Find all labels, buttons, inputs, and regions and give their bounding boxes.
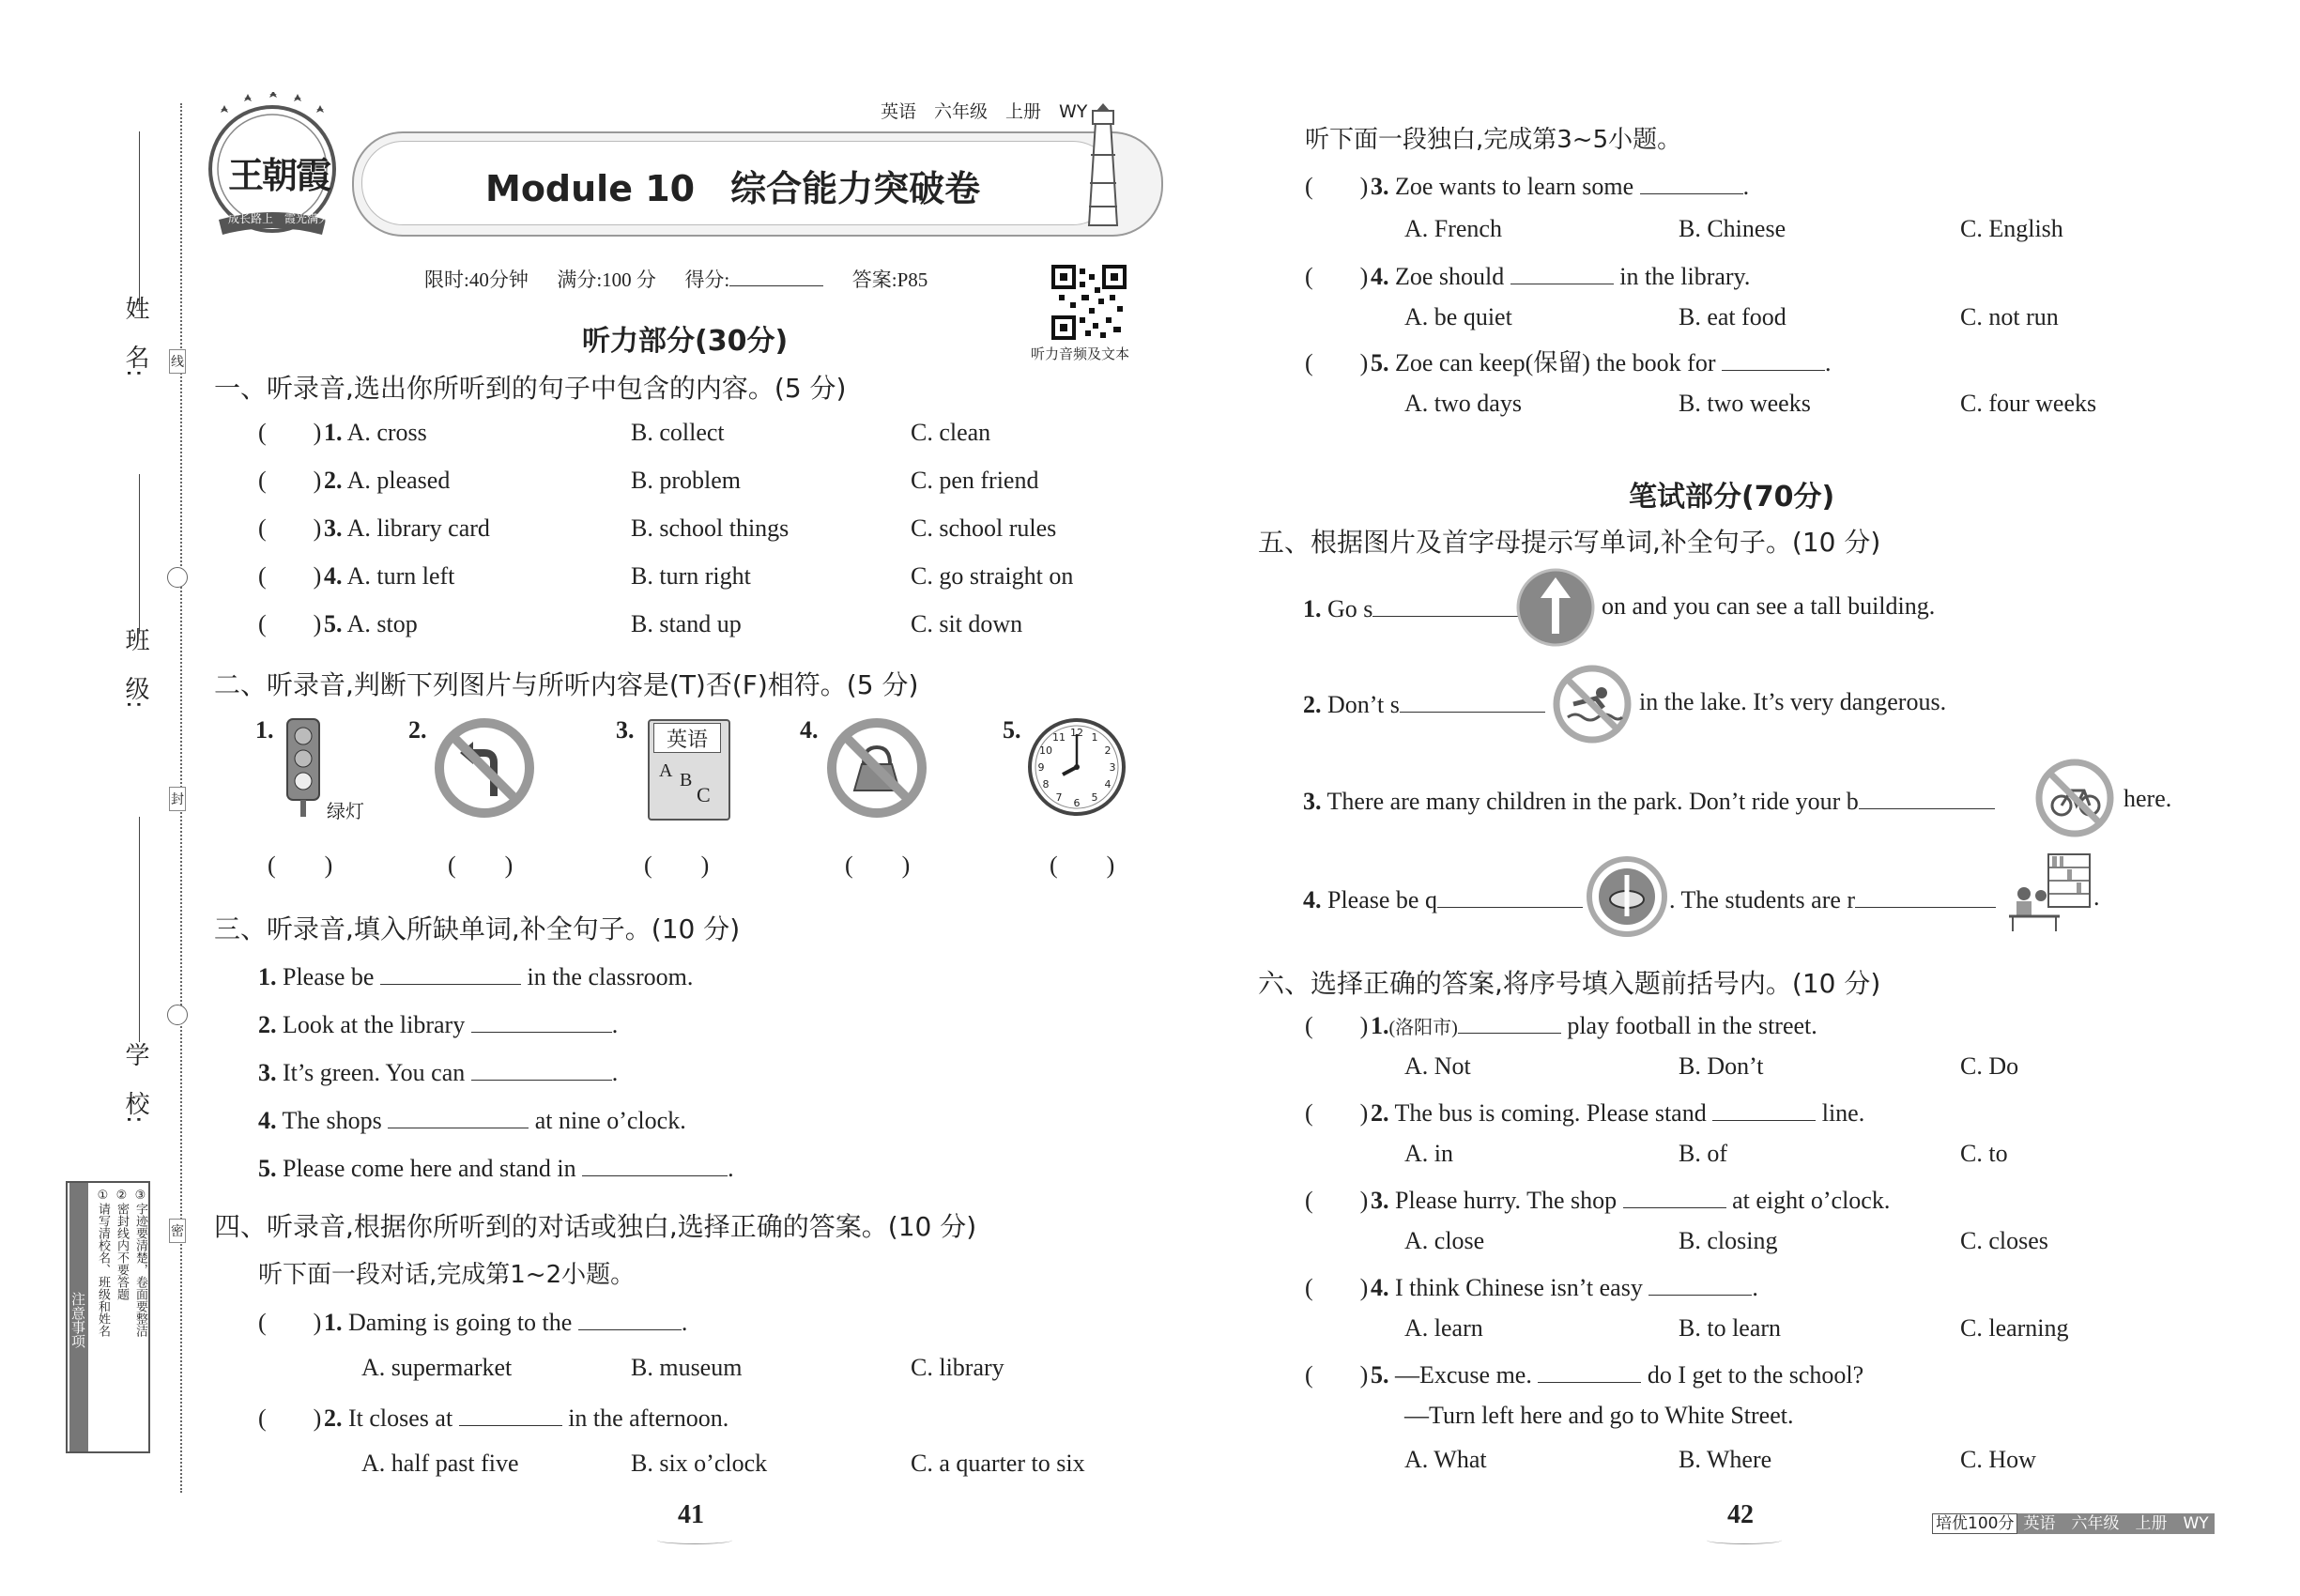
traffic-light-icon [282,715,327,819]
s4-question: ( ) 5. Zoe can keep(保留) the book for . [1305,345,1831,378]
answer-paren[interactable]: ( ) [448,852,514,879]
s1-question: ( ) 2. A. pleased [258,467,451,494]
s4-option-c: C. library [911,1354,1004,1381]
answer-paren[interactable]: ( ) [258,1309,322,1336]
answer-paren[interactable]: ( ) [845,852,911,879]
page-number-swash [657,1536,732,1544]
answer-paren[interactable]: ( ) [258,419,322,446]
brand-logo [202,92,343,242]
svg-text:3: 3 [1109,761,1116,774]
s4-option-c: C. a quarter to six [911,1450,1085,1477]
fill-blank[interactable] [380,959,521,985]
answer-paren[interactable]: ( ) [258,562,322,590]
pic-number: 3. [616,716,635,744]
s4-option-b: B. Chinese [1679,215,1786,242]
s6-option-c: C. to [1960,1140,2008,1167]
s6-option-b: B. of [1679,1140,1727,1167]
fill-blank [459,1401,562,1426]
s6-option-b: B. Don’t [1679,1052,1764,1080]
s1-question: ( ) 3. A. library card [258,514,490,542]
s6-option-a: A. Not [1404,1052,1471,1080]
s4-option-c: C. not run [1960,303,2059,330]
clock-icon [1025,715,1128,819]
page-title: Module 10 综合能力突破卷 [485,168,981,209]
note-item: ①请写清校名、班级和姓名 [96,1189,110,1337]
section-6-title: 六、选择正确的答案,将序号填入题前括号内。(10 分) [1258,968,1881,999]
s3-question: 5. Please come here and stand in . [258,1151,734,1184]
s4-option-a: A. half past five [361,1450,519,1477]
s6-question: ( ) 5. —Excuse me. do I get to the school? [1305,1358,1863,1390]
section-1-title: 一、听录音,选出你所听到的句子中包含的内容。(5 分) [214,373,847,404]
answer-paren[interactable]: ( ) [1050,852,1115,879]
answer-paren[interactable]: ( ) [258,467,322,494]
s3-question: 3. It’s green. You can . [258,1055,618,1088]
s6-dialogue-line: —Turn left here and go to White Street. [1404,1402,1794,1429]
answer-paren[interactable]: ( ) [1305,1099,1369,1127]
s6-option-c: C. learning [1960,1314,2069,1342]
dialogue-intro: 听下面一段对话,完成第1~2小题。 [258,1261,636,1289]
notes-box [66,1181,150,1453]
s4-option-b: B. six o’clock [631,1450,768,1477]
s4-question: ( ) 1. Daming is going to the . [258,1305,687,1338]
answer-paren[interactable]: ( ) [258,514,322,542]
section-4-title: 四、听录音,根据你所听到的对话或独白,选择正确的答案。(10 分) [214,1211,977,1242]
s6-question: ( ) 3. Please hurry. The shop at eight o’clock. [1305,1183,1890,1216]
footer-series [1932,1510,2215,1533]
fill-blank [1623,1183,1726,1208]
writing-heading: 笔试部分(70分) [1629,481,1835,514]
svg-text:7: 7 [1055,791,1063,804]
seal-mark-line: 线 [169,349,186,374]
s6-option-b: B. closing [1679,1227,1778,1254]
s6-option-a: A. learn [1404,1314,1483,1342]
answer-paren[interactable]: ( ) [268,852,333,879]
fill-blank [1648,1270,1752,1296]
s4-option-b: B. eat food [1679,303,1786,330]
svg-text:2: 2 [1104,744,1112,757]
answer-paren[interactable]: ( ) [1305,173,1369,200]
svg-text:8: 8 [1042,778,1050,790]
s1-option-b: B. problem [631,467,741,494]
s1-question: ( ) 4. A. turn left [258,562,455,590]
no-swimming-sign-icon [1553,665,1632,744]
s3-question: 4. The shops at nine o’clock. [258,1103,686,1136]
answer-paren[interactable]: ( ) [644,852,710,879]
s1-option-b: B. turn right [631,562,751,590]
s1-question: ( ) 1. A. cross [258,419,427,446]
s4-question: ( ) 3. Zoe wants to learn some . [1305,169,1749,202]
pic-number: 2. [408,716,427,744]
full-score: 满分:100 分 [557,269,656,291]
fill-blank[interactable] [1372,591,1518,617]
fill-blank[interactable] [471,1007,612,1033]
svg-text:11: 11 [1052,731,1066,744]
section-5-title: 五、根据图片及首字母提示写单词,补全句子。(10 分) [1258,527,1881,558]
s1-option-c: C. sit down [911,610,1023,637]
answer-paren[interactable]: ( ) [1305,1361,1369,1389]
pic-caption: 绿灯 [327,800,364,822]
pic-number: 1. [255,716,274,744]
s3-question: 1. Please be in the classroom. [258,959,693,992]
page-number-left: 41 [678,1500,704,1529]
s4-option-a: A. be quiet [1404,303,1512,330]
note-item: ③字迹要清楚，卷面要整洁 [133,1189,147,1337]
straight-arrow-sign-icon [1516,568,1595,647]
name-line [139,131,140,310]
page-number-swash [1707,1536,1782,1544]
s1-option-c: C. go straight on [911,562,1074,590]
svg-text:12: 12 [1070,727,1083,739]
s1-question: ( ) 5. A. stop [258,610,418,637]
s4-option-a: A. two days [1404,390,1522,417]
score-label: 得分: [684,269,730,291]
s4-question: ( ) 4. Zoe should in the library. [1305,259,1750,292]
footer-meta: 英语 六年级 上册 WY [2017,1513,2214,1534]
quiet-sign-icon [1587,856,1667,937]
binding-hole [167,1005,188,1025]
s4-option-a: A. French [1404,215,1502,242]
s5-question: 3. There are many children in the park. Don’t ride your b [1303,784,1995,817]
no-left-turn-icon [434,717,535,819]
answer-ref: 答案:P85 [851,269,928,291]
s6-option-c: C. Do [1960,1052,2019,1080]
header-meta: 英语 六年级 上册 WY [881,101,1088,122]
s4-option-b: B. two weeks [1679,390,1811,417]
fill-blank[interactable] [471,1055,612,1081]
s6-question: ( ) 2. The bus is coming. Please stand line. [1305,1096,1864,1128]
s5-question-tail: here. [2124,785,2172,812]
s1-option-c: C. pen friend [911,467,1039,494]
score-blank[interactable] [729,267,823,286]
s6-option-c: C. closes [1960,1227,2048,1254]
time-limit: 限时:40分钟 [424,269,529,291]
s4-question: ( ) 2. It closes at in the afternoon. [258,1401,728,1434]
s4-option-a: A. supermarket [361,1354,513,1381]
s5-question: 2. Don’t s [1303,687,1545,720]
section-2-title: 二、听录音,判断下列图片与所听内容是(T)否(F)相符。(5 分) [214,669,919,700]
fill-blank[interactable] [582,1151,728,1176]
s6-option-a: A. What [1404,1446,1487,1473]
school-line [139,817,140,1042]
answer-paren[interactable]: ( ) [258,610,322,637]
fill-blank [1458,1008,1561,1034]
fill-blank [1722,345,1825,371]
fill-blank [1510,259,1614,284]
note-item: ②密封线内不要答题 [115,1189,129,1300]
english-book-icon: 英语 A B C [648,719,730,821]
s1-option-b: B. stand up [631,610,742,637]
class-label: 班 级: [121,627,149,709]
svg-text:5: 5 [1091,791,1098,804]
seal-mark-secret: 密 [169,1219,186,1243]
fill-blank [578,1305,682,1330]
qr-caption: 听力音频及文本 [1031,345,1130,362]
fill-blank[interactable] [1855,882,1996,908]
fill-blank [1640,169,1743,194]
pic-number: 4. [800,716,819,744]
fill-blank[interactable] [1859,784,1995,809]
answer-paren[interactable]: ( ) [1305,1274,1369,1301]
title-banner [352,131,1163,237]
pic-number: 5. [1003,716,1021,744]
exam-info [424,265,928,293]
s1-option-b: B. school things [631,514,790,542]
s5-question-mid: . The students are r [1669,882,1996,915]
s1-option-c: C. clean [911,419,991,446]
s5-question: 1. Go s [1303,591,1518,624]
s4-option-c: C. four weeks [1960,390,2097,417]
s6-option-c: C. How [1960,1446,2036,1473]
s5-question: 4. Please be q [1303,882,1583,915]
page-number-right: 42 [1727,1500,1754,1529]
s4-option-c: C. English [1960,215,2063,242]
fill-blank[interactable] [1400,687,1545,713]
s1-option-c: C. school rules [911,514,1057,542]
s5-question-tail: on and you can see a tall building. [1602,592,1936,620]
no-food-icon [826,717,928,819]
s5-question-tail: . [2093,883,2100,911]
s3-question: 2. Look at the library . [258,1007,618,1040]
s1-option-b: B. collect [631,419,725,446]
brand-name: 王朝霞 [228,155,330,196]
svg-text:1: 1 [1091,731,1098,744]
no-bike-sign-icon [2035,759,2114,837]
answer-paren[interactable]: ( ) [258,1404,322,1432]
s4-option-b: B. museum [631,1354,743,1381]
s6-question: ( ) 1.(洛阳市) play football in the street. [1305,1008,1817,1043]
s5-question-tail: in the lake. It’s very dangerous. [1639,688,1947,715]
fill-blank [1538,1358,1641,1383]
svg-text:9: 9 [1037,761,1045,774]
school-label: 学 校: [121,1042,149,1124]
answer-paren[interactable]: ( ) [1305,1187,1369,1214]
footer-badge: 培优100分 [1932,1513,2017,1534]
brand-subtitle: 成长路上 霞光满天 [228,212,330,225]
fill-blank[interactable] [1437,882,1583,908]
svg-text:6: 6 [1073,797,1081,809]
s6-question: ( ) 4. I think Chinese isn’t easy . [1305,1270,1758,1303]
class-line [139,474,140,634]
answer-paren[interactable]: ( ) [1305,1012,1369,1039]
svg-text:4: 4 [1104,778,1112,790]
reading-students-icon [2003,851,2093,935]
section-3-title: 三、听录音,填入所缺单词,补全句子。(10 分) [214,913,741,944]
answer-paren[interactable]: ( ) [1305,349,1369,376]
name-label: 姓 名: [121,296,149,377]
notes-title: 注意事项 [69,1183,88,1451]
s6-option-b: B. Where [1679,1446,1772,1473]
fill-blank[interactable] [388,1103,529,1128]
answer-paren[interactable]: ( ) [1305,263,1369,290]
lighthouse-icon [1080,103,1127,235]
qr-code-icon[interactable] [1051,265,1127,340]
s6-option-a: A. close [1404,1227,1485,1254]
seal-mark-seal: 封 [169,787,186,811]
s6-option-b: B. to learn [1679,1314,1782,1342]
fill-blank [1712,1096,1816,1121]
s6-option-a: A. in [1404,1140,1453,1167]
listening-heading: 听力部分(30分) [582,325,789,358]
monologue-intro: 听下面一段独白,完成第3~5小题。 [1305,126,1682,154]
svg-text:10: 10 [1039,744,1052,757]
binding-hole [167,567,188,588]
